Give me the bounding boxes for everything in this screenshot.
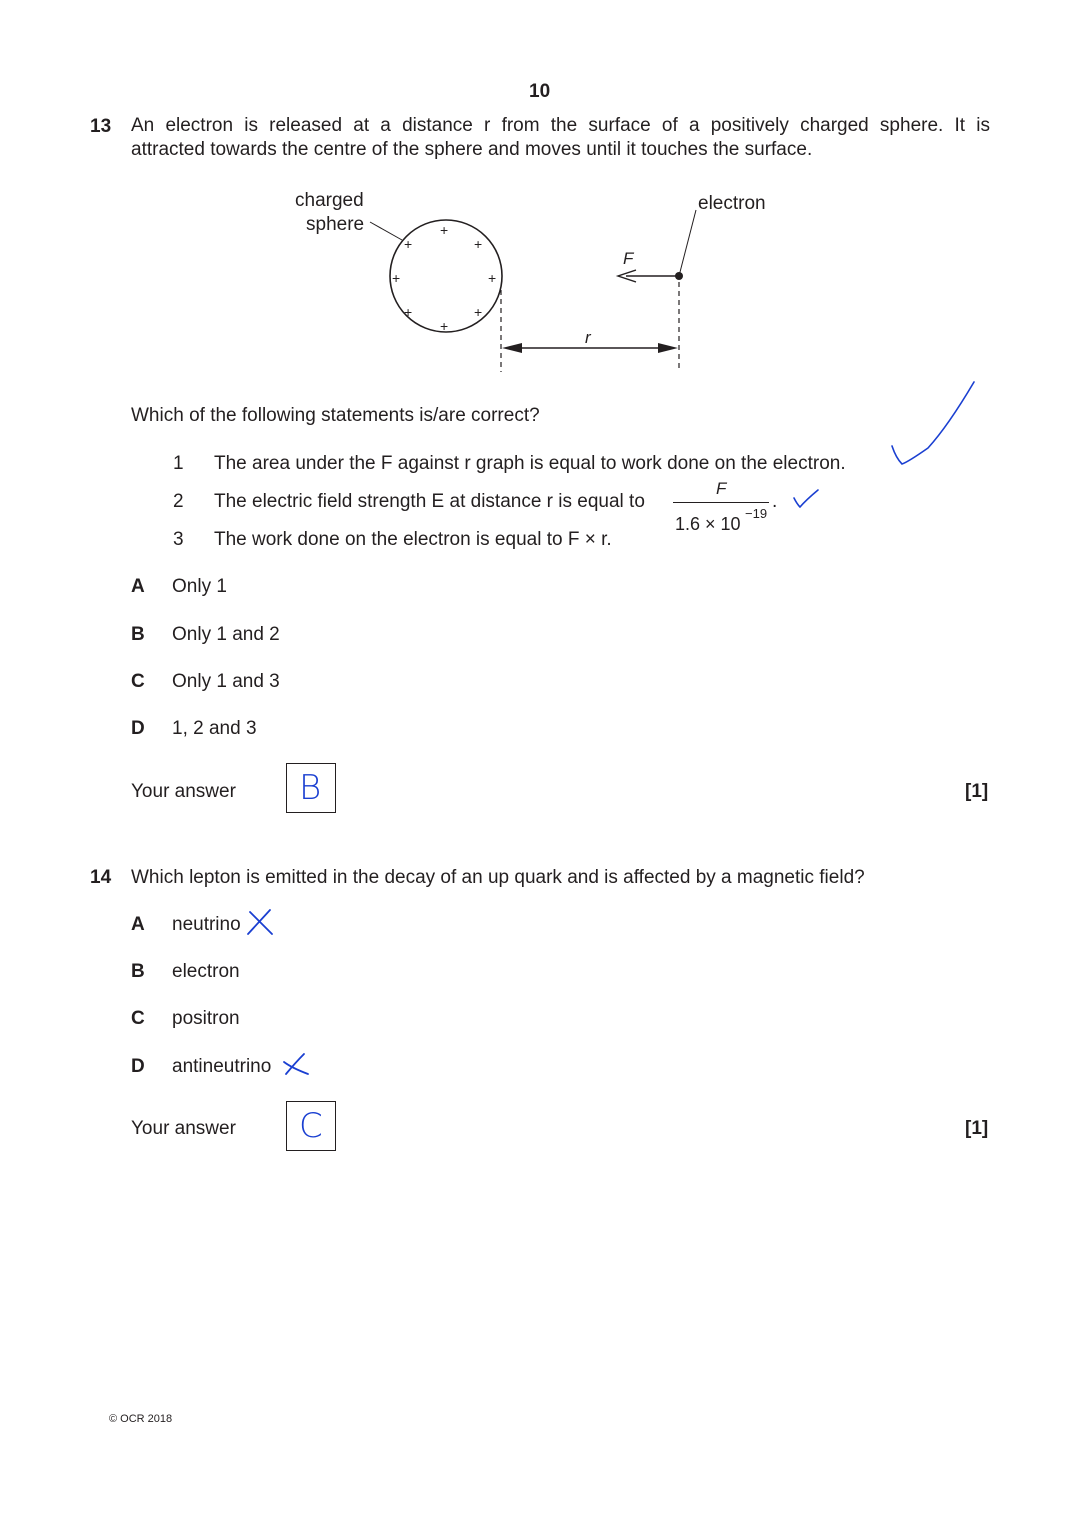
q13-prompt: Which of the following statements is/are correct? [131,405,540,426]
diagram-label-F: F [623,249,634,268]
cross-mark-icon [246,908,276,936]
answer-label: Your answer [131,1118,236,1139]
option-text: electron [172,961,240,982]
option-letter: D [131,1056,145,1077]
option-text: antineutrino [172,1056,272,1077]
fraction-denominator: 1.6 × 10 [675,514,741,534]
option-text: neutrino [172,914,241,935]
fraction-exponent: −19 [745,506,768,521]
plus-sign: + [474,236,483,252]
answer-box[interactable] [286,763,336,813]
plus-sign: + [440,318,449,334]
answer-value: C [299,1106,323,1146]
plus-sign: + [392,270,401,286]
diagram-label-electron: electron [698,193,766,214]
answer-box[interactable] [286,1101,336,1151]
diagram-label-charged: charged [295,190,364,211]
statement-text: The electric field strength E at distance r is equal to [214,491,645,512]
option-letter: C [131,1008,145,1029]
r-arrowhead-left [502,343,522,353]
option-letter: C [131,671,145,692]
plus-sign: + [474,304,483,320]
q14-number: 14 [90,867,112,888]
q13-text-line1: An electron is released at a distance r from the surface of a positively charged sphere. It is [131,115,990,136]
option-letter: B [131,961,145,982]
statement-number: 1 [173,453,184,474]
tick-mark-icon [792,488,822,512]
option-letter: D [131,718,145,739]
statement-number: 2 [173,491,184,512]
page-number: 10 [529,81,551,102]
plus-sign: + [440,222,449,238]
option-text: Only 1 and 3 [172,671,280,692]
r-arrowhead-right [658,343,678,353]
option-text: 1, 2 and 3 [172,718,257,739]
fraction-tail: . [772,491,778,512]
diagram-drawing [0,0,1080,400]
electron-dot [675,272,683,280]
sphere-leader-line [370,222,402,240]
option-text: Only 1 and 2 [172,624,280,645]
option-text: positron [172,1008,240,1029]
copyright-footer: © OCR 2018 [109,1413,173,1425]
option-letter: B [131,624,145,645]
q14-question: Which lepton is emitted in the decay of an up quark and is affected by a magnetic field? [131,867,865,888]
answer-value: B [299,768,322,808]
marks: [1] [965,781,989,802]
electron-leader-line [679,210,696,276]
option-letter: A [131,914,145,935]
tick-mark-icon [888,376,978,476]
diagram-label-r: r [585,328,591,347]
option-letter: A [131,576,145,597]
plus-sign: + [404,236,413,252]
plus-sign: + [404,304,413,320]
marks: [1] [965,1118,989,1139]
q13-text-line2: attracted towards the centre of the sphere and moves until it touches the surface. [131,139,813,160]
fraction-bar [673,502,769,503]
plus-signs [392,222,496,334]
statement-text: The work done on the electron is equal to F × r. [214,529,612,550]
cross-mark-icon [282,1052,312,1078]
q13-number: 13 [90,116,112,137]
fraction-numerator: F [716,479,727,498]
answer-label: Your answer [131,781,236,802]
statement-number: 3 [173,529,184,550]
option-text: Only 1 [172,576,227,597]
statement-text: The area under the F against r graph is equal to work done on the electron. [214,453,846,474]
diagram-label-sphere: sphere [306,214,365,235]
plus-sign: + [488,270,497,286]
